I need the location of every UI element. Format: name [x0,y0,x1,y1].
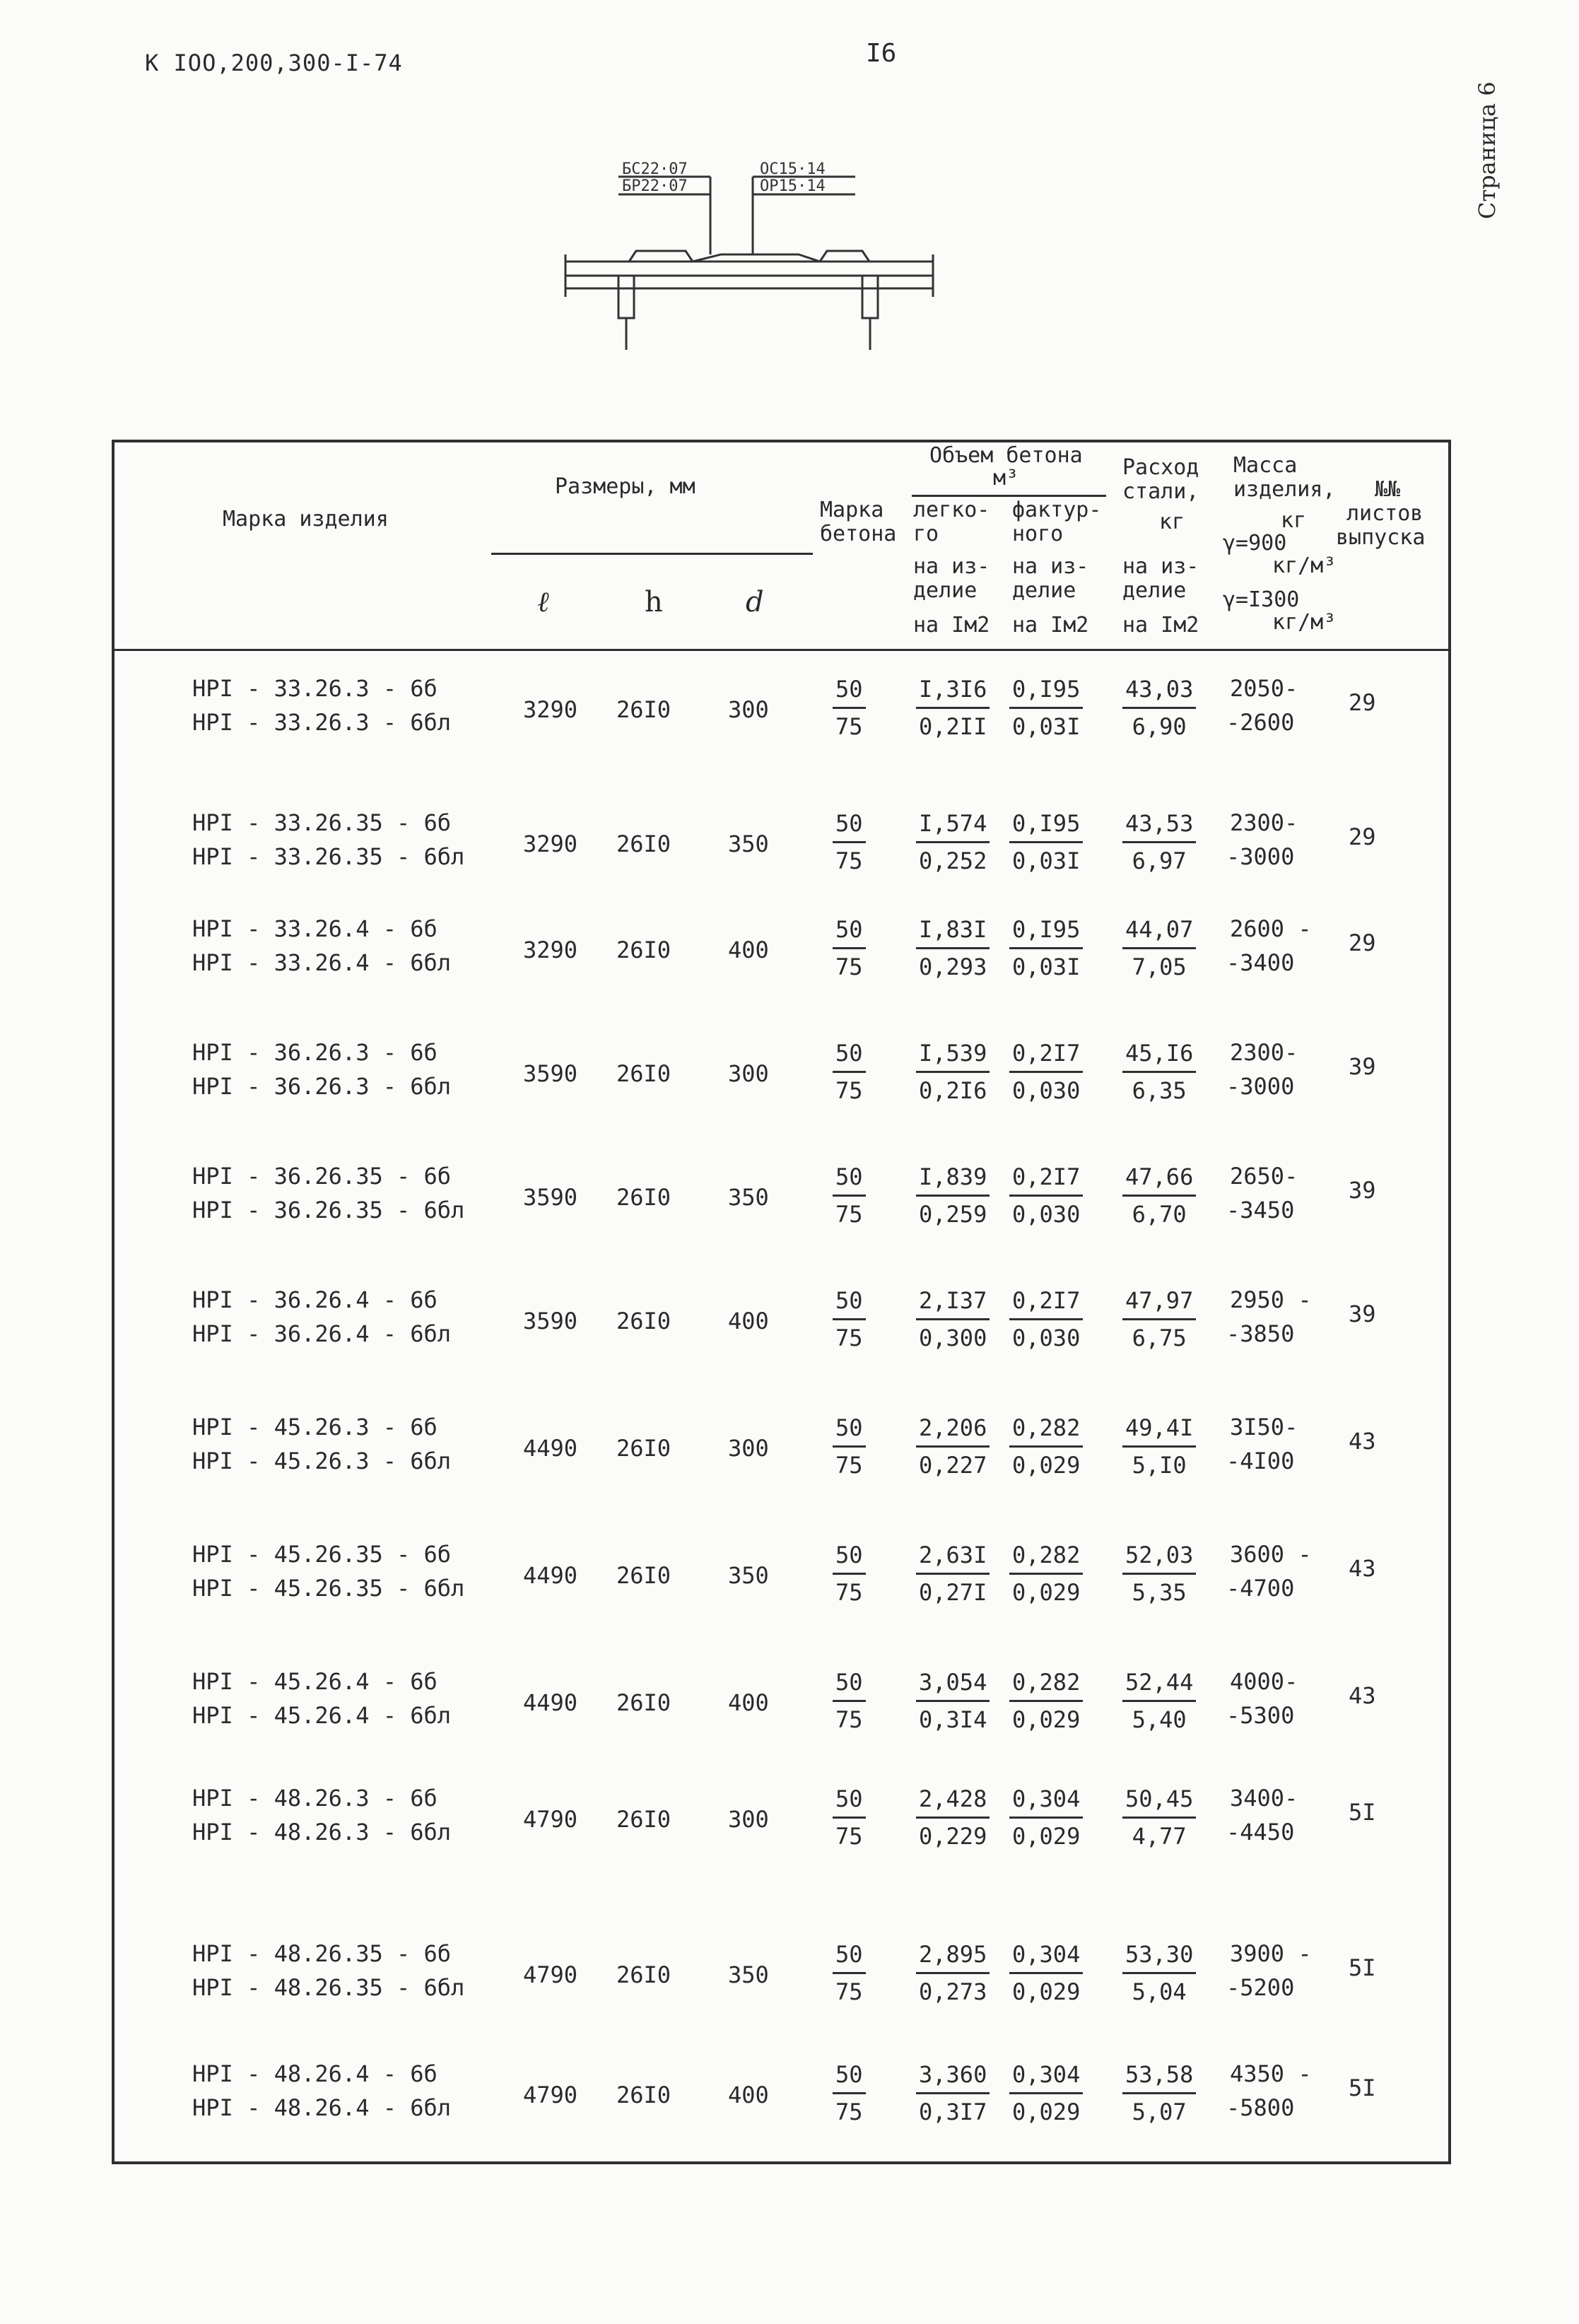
row-steel-bottom: 5,04 [1132,1978,1187,2005]
row-length: 4790 [523,2082,578,2108]
row-volume-facing-top: 0,282 [1009,1537,1083,1575]
row-mass-b: -3400 [1226,949,1295,976]
row-mark-b: НРI - 45.26.35 - 6бл [192,1575,465,1602]
row-volume-facing-top: 0,304 [1009,1937,1083,1974]
row-volume-light-top: I,3I6 [916,671,990,709]
row-volume-light [916,806,990,879]
row-height: 26I0 [616,1806,671,1833]
row-height: 26I0 [616,2082,671,2108]
row-sheet: 43 [1349,1682,1376,1709]
row-steel-bottom: 6,75 [1132,1325,1187,1351]
header-facing-m2: на Iм2 [1012,613,1089,638]
row-mark-a: НРI - 33.26.4 - 6б [192,915,438,942]
row-steel-top: 43,53 [1122,806,1196,843]
header-facing-item-2: делие [1012,578,1076,603]
header-volume-1: Объем бетона [929,443,1083,468]
row-mark-a: НРI - 45.26.35 - 6б [192,1541,452,1568]
row-volume-facing [1009,1035,1083,1108]
row-steel [1122,1937,1196,2009]
row-volume-facing-top: 0,304 [1009,1781,1083,1819]
row-steel-top: 50,45 [1122,1781,1196,1819]
row-thickness: 400 [728,1689,769,1716]
row-volume-light-top: 2,428 [916,1781,990,1819]
header-sheets-3: выпуска [1336,525,1426,550]
row-steel [1122,806,1196,879]
row-volume-facing [1009,1283,1083,1356]
row-grade-bottom: 75 [835,1452,863,1479]
row-mark-b: НРI - 36.26.35 - 6бл [192,1197,465,1223]
row-grade-top: 50 [833,1035,866,1073]
row-mark-b: НРI - 48.26.35 - 6бл [192,1974,465,2001]
row-volume-light [916,1781,990,1854]
row-height: 26I0 [616,1961,671,1988]
header-facing-1: фактур- [1012,498,1102,522]
row-volume-facing [1009,1781,1083,1854]
row-steel [1122,1665,1196,1737]
header-mass-3: кг [1281,508,1307,533]
row-thickness: 350 [728,831,769,857]
row-steel [1122,1035,1196,1108]
row-volume-light-bottom: 0,300 [919,1325,987,1351]
row-volume-light-bottom: 0,3I4 [919,1706,987,1733]
row-grade [833,1781,866,1854]
row-thickness: 400 [728,2082,769,2108]
row-mass-a: 2950 - [1230,1286,1312,1313]
row-thickness: 300 [728,1060,769,1087]
label-or: ОР15·14 [760,177,826,195]
row-grade-bottom: 75 [835,1978,863,2005]
row-volume-light-bottom: 0,259 [919,1201,987,1228]
row-length: 4490 [523,1689,578,1716]
row-length: 4490 [523,1435,578,1462]
label-os: ОС15·14 [760,160,826,178]
row-volume-light-top: 2,895 [916,1937,990,1974]
row-volume-light [916,912,990,985]
row-volume-facing-top: 0,2I7 [1009,1035,1083,1073]
row-grade [833,1283,866,1356]
row-steel-bottom: 5,I0 [1132,1452,1187,1479]
row-grade-bottom: 75 [835,713,863,740]
row-mark-a: НРI - 33.26.35 - 6б [192,809,452,836]
row-height: 26I0 [616,696,671,723]
row-grade [833,1159,866,1232]
row-volume-facing-top: 0,2I7 [1009,1283,1083,1320]
row-mark-b: НРI - 48.26.4 - 6бл [192,2094,452,2121]
row-volume-light-top: I,839 [916,1159,990,1197]
row-grade [833,806,866,879]
row-sheet: 29 [1349,823,1376,850]
row-mark-a: НРI - 36.26.3 - 6б [192,1039,438,1066]
row-mass-b: -5200 [1226,1974,1295,2001]
row-mark-a: НРI - 36.26.35 - 6б [192,1163,452,1190]
row-volume-light-bottom: 0,2II [919,713,987,740]
row-thickness: 400 [728,937,769,963]
row-thickness: 300 [728,1806,769,1833]
header-mass-5: кг/м³ [1272,553,1337,578]
row-volume-light-top: I,539 [916,1035,990,1073]
row-mass-b: -3450 [1226,1197,1295,1223]
header-light-2: го [913,522,939,546]
row-steel [1122,1781,1196,1854]
row-volume-facing-top: 0,282 [1009,1410,1083,1448]
row-mark-a: НРI - 48.26.35 - 6б [192,1940,452,1967]
row-length: 3590 [523,1060,578,1087]
header-steel-1: Расход [1122,455,1199,480]
header-light-item-1: на из- [913,554,990,579]
header-sheets-1: №№ [1375,477,1401,502]
row-volume-facing-top: 0,2I7 [1009,1159,1083,1197]
row-sheet: 39 [1349,1301,1376,1327]
row-mass-a: 4000- [1230,1668,1298,1695]
row-volume-facing-bottom: 0,030 [1012,1325,1081,1351]
row-mass-a: 3400- [1230,1785,1298,1812]
row-volume-facing-bottom: 0,030 [1012,1077,1081,1104]
row-mark-b: НРI - 45.26.4 - 6бл [192,1702,452,1729]
row-volume-facing-bottom: 0,03I [1012,713,1081,740]
row-grade [833,1665,866,1737]
row-mass-a: 2050- [1230,675,1298,702]
row-height: 26I0 [616,937,671,963]
row-volume-facing-bottom: 0,030 [1012,1201,1081,1228]
row-steel-bottom: 6,70 [1132,1201,1187,1228]
row-height: 26I0 [616,1308,671,1334]
header-facing-item-1: на из- [1012,554,1089,579]
row-volume-light [916,1035,990,1108]
row-steel-top: 45,I6 [1122,1035,1196,1073]
row-volume-facing-bottom: 0,03I [1012,953,1081,980]
row-steel-bottom: 5,40 [1132,1706,1187,1733]
row-grade [833,1937,866,2009]
page-number: I6 [866,39,897,68]
row-volume-facing-bottom: 0,029 [1012,2099,1081,2125]
row-volume-facing-bottom: 0,029 [1012,1579,1081,1606]
row-volume-light-top: 3,360 [916,2057,990,2094]
row-steel [1122,1537,1196,1610]
row-volume-light-top: 3,054 [916,1665,990,1702]
header-grade-2: бетона [820,522,897,546]
row-thickness: 350 [728,1184,769,1211]
row-volume-light-bottom: 0,27I [919,1579,987,1606]
row-grade-top: 50 [833,2057,866,2094]
row-steel [1122,912,1196,985]
row-steel-bottom: 6,90 [1132,713,1187,740]
row-grade-bottom: 75 [835,1325,863,1351]
row-length: 3590 [523,1308,578,1334]
row-steel [1122,1410,1196,1483]
row-volume-light-top: 2,I37 [916,1283,990,1320]
row-mass-a: 2300- [1230,809,1298,836]
row-volume-facing-bottom: 0,03I [1012,847,1081,874]
row-volume-facing [1009,1410,1083,1483]
row-mark-b: НРI - 33.26.3 - 6бл [192,709,452,736]
row-volume-light [916,1410,990,1483]
header-light-m2: на Iм2 [913,613,990,638]
row-volume-facing-top: 0,304 [1009,2057,1083,2094]
header-steel-2: стали, [1122,479,1199,504]
header-l: ℓ [537,586,549,618]
row-steel-bottom: 5,35 [1132,1579,1187,1606]
row-grade-top: 50 [833,912,866,949]
row-volume-facing-bottom: 0,029 [1012,1452,1081,1479]
row-mark-a: НРI - 45.26.3 - 6б [192,1414,438,1440]
row-volume-facing-top: 0,282 [1009,1665,1083,1702]
row-volume-light-bottom: 0,229 [919,1823,987,1850]
row-steel-top: 52,44 [1122,1665,1196,1702]
row-steel-top: 47,97 [1122,1283,1196,1320]
row-thickness: 350 [728,1961,769,1988]
row-steel-top: 53,58 [1122,2057,1196,2094]
row-mark-b: НРI - 33.26.35 - 6бл [192,843,465,870]
row-grade-bottom: 75 [835,1201,863,1228]
row-grade-top: 50 [833,1159,866,1197]
row-height: 26I0 [616,1689,671,1716]
row-length: 3290 [523,696,578,723]
row-volume-facing [1009,912,1083,985]
row-sheet: 29 [1349,689,1376,716]
header-mass-7: кг/м³ [1272,610,1337,635]
row-grade-top: 50 [833,1781,866,1819]
row-steel [1122,671,1196,744]
row-mass-a: 4350 - [1230,2060,1312,2087]
row-mark-b: НРI - 33.26.4 - 6бл [192,949,452,976]
row-thickness: 350 [728,1562,769,1589]
row-volume-light [916,1159,990,1232]
row-height: 26I0 [616,831,671,857]
row-volume-facing-bottom: 0,029 [1012,1978,1081,2005]
row-steel [1122,1159,1196,1232]
row-sheet: 5I [1349,1799,1376,1826]
row-grade-top: 50 [833,806,866,843]
header-sizes: Размеры, мм [555,474,695,499]
row-volume-light-bottom: 0,3I7 [919,2099,987,2125]
row-grade-bottom: 75 [835,1823,863,1850]
volume-underline [912,495,1106,497]
row-height: 26I0 [616,1184,671,1211]
row-mark-b: НРI - 45.26.3 - 6бл [192,1448,452,1474]
row-volume-facing [1009,2057,1083,2130]
row-mass-a: 2600 - [1230,915,1312,942]
row-steel-top: 44,07 [1122,912,1196,949]
row-mass-b: -3000 [1226,843,1295,870]
row-mass-a: 2300- [1230,1039,1298,1066]
row-volume-facing-bottom: 0,029 [1012,1823,1081,1850]
row-grade [833,1410,866,1483]
row-mark-b: НРI - 48.26.3 - 6бл [192,1819,452,1845]
label-bs: БС22·07 [622,160,688,178]
row-grade-top: 50 [833,671,866,709]
header-volume-2: м³ [993,466,1019,491]
row-steel-top: 47,66 [1122,1159,1196,1197]
row-grade-top: 50 [833,1283,866,1320]
header-divider [112,649,1451,651]
row-steel [1122,2057,1196,2130]
header-mark: Марка изделия [223,507,389,532]
row-grade-bottom: 75 [835,847,863,874]
header-mass-2: изделия, [1233,477,1336,502]
row-steel-bottom: 4,77 [1132,1823,1187,1850]
header-mass-6: γ=I300 [1223,587,1300,612]
header-d: d [746,586,764,618]
row-grade-top: 50 [833,1937,866,1974]
row-sheet: 29 [1349,929,1376,956]
row-mass-b: -5800 [1226,2094,1295,2121]
row-volume-facing-top: 0,I95 [1009,806,1083,843]
row-sheet: 39 [1349,1053,1376,1080]
row-height: 26I0 [616,1562,671,1589]
row-grade-bottom: 75 [835,1579,863,1606]
header-mass-4: γ=900 [1223,531,1287,556]
row-volume-facing-top: 0,I95 [1009,912,1083,949]
row-mark-a: НРI - 45.26.4 - 6б [192,1668,438,1695]
row-volume-light [916,1283,990,1356]
row-grade-top: 50 [833,1537,866,1575]
row-length: 4490 [523,1562,578,1589]
header-grade-1: Марка [820,498,884,522]
row-mark-b: НРI - 36.26.3 - 6бл [192,1073,452,1100]
header-steel-item-2: делие [1122,578,1187,603]
row-steel-bottom: 6,97 [1132,847,1187,874]
row-mass-b: -5300 [1226,1702,1295,1729]
row-mass-b: -4450 [1226,1819,1295,1845]
row-length: 4790 [523,1961,578,1988]
row-volume-light-top: 2,63I [916,1537,990,1575]
row-mass-b: -4I00 [1226,1448,1295,1474]
header-light-1: легко- [913,498,990,522]
row-volume-light [916,1665,990,1737]
row-volume-light-top: 2,206 [916,1410,990,1448]
row-mark-b: НРI - 36.26.4 - 6бл [192,1320,452,1347]
row-steel-top: 53,30 [1122,1937,1196,1974]
row-sheet: 5I [1349,2074,1376,2101]
row-volume-light [916,1937,990,2009]
page-side-label: Страница 6 [1474,81,1501,219]
row-thickness: 300 [728,696,769,723]
row-mass-b: -3850 [1226,1320,1295,1347]
row-grade-bottom: 75 [835,1077,863,1104]
row-grade-top: 50 [833,1410,866,1448]
row-volume-facing [1009,1937,1083,2009]
row-mark-a: НРI - 48.26.3 - 6б [192,1785,438,1812]
row-steel [1122,1283,1196,1356]
row-sheet: 43 [1349,1555,1376,1582]
row-volume-light-bottom: 0,293 [919,953,987,980]
header-mass-1: Масса [1233,453,1298,478]
row-volume-facing [1009,1159,1083,1232]
row-grade [833,1035,866,1108]
row-length: 3290 [523,831,578,857]
row-grade-bottom: 75 [835,953,863,980]
row-mass-a: 3900 - [1230,1940,1312,1967]
row-height: 26I0 [616,1435,671,1462]
row-steel-top: 43,03 [1122,671,1196,709]
row-volume-light-bottom: 0,2I6 [919,1077,987,1104]
header-light-item-2: делие [913,578,978,603]
document-code: К IOO,200,300-I-74 [145,49,403,76]
row-steel-bottom: 5,07 [1132,2099,1187,2125]
row-volume-light [916,671,990,744]
row-steel-top: 49,4I [1122,1410,1196,1448]
row-mass-b: -3000 [1226,1073,1295,1100]
row-height: 26I0 [616,1060,671,1087]
row-grade [833,671,866,744]
row-grade-top: 50 [833,1665,866,1702]
row-mass-a: 3600 - [1230,1541,1312,1568]
row-volume-facing [1009,1537,1083,1610]
row-sheet: 39 [1349,1177,1376,1204]
row-steel-bottom: 6,35 [1132,1077,1187,1104]
row-thickness: 300 [728,1435,769,1462]
header-facing-2: ного [1012,522,1064,546]
row-volume-facing-top: 0,I95 [1009,671,1083,709]
row-grade [833,1537,866,1610]
row-length: 3590 [523,1184,578,1211]
row-grade [833,912,866,985]
row-mark-a: НРI - 33.26.3 - 6б [192,675,438,702]
header-steel-3: кг [1159,510,1185,534]
row-length: 3290 [523,937,578,963]
row-grade-bottom: 75 [835,1706,863,1733]
row-sheet: 43 [1349,1428,1376,1455]
sizes-underline [491,553,813,555]
header-sheets-2: листов [1346,501,1424,526]
row-volume-light-top: I,574 [916,806,990,843]
row-sheet: 5I [1349,1954,1376,1981]
row-grade [833,2057,866,2130]
row-mass-a: 2650- [1230,1163,1298,1190]
row-grade-bottom: 75 [835,2099,863,2125]
row-volume-light [916,1537,990,1610]
section-diagram [551,155,947,370]
row-mark-a: НРI - 36.26.4 - 6б [192,1286,438,1313]
label-br: БР22·07 [622,177,688,195]
header-h: h [645,586,663,618]
row-volume-light-top: I,83I [916,912,990,949]
row-volume-light-bottom: 0,273 [919,1978,987,2005]
row-volume-facing-bottom: 0,029 [1012,1706,1081,1733]
row-volume-facing [1009,671,1083,744]
row-steel-top: 52,03 [1122,1537,1196,1575]
section-drawing [551,155,947,368]
row-volume-light [916,2057,990,2130]
header-steel-m2: на Iм2 [1122,613,1199,638]
header-steel-item-1: на из- [1122,554,1199,579]
row-volume-light-bottom: 0,227 [919,1452,987,1479]
row-steel-bottom: 7,05 [1132,953,1187,980]
row-volume-facing [1009,1665,1083,1737]
row-mass-a: 3I50- [1230,1414,1298,1440]
row-mass-b: -2600 [1226,709,1295,736]
row-thickness: 400 [728,1308,769,1334]
row-volume-light-bottom: 0,252 [919,847,987,874]
row-mark-a: НРI - 48.26.4 - 6б [192,2060,438,2087]
row-volume-facing [1009,806,1083,879]
row-mass-b: -4700 [1226,1575,1295,1602]
row-length: 4790 [523,1806,578,1833]
